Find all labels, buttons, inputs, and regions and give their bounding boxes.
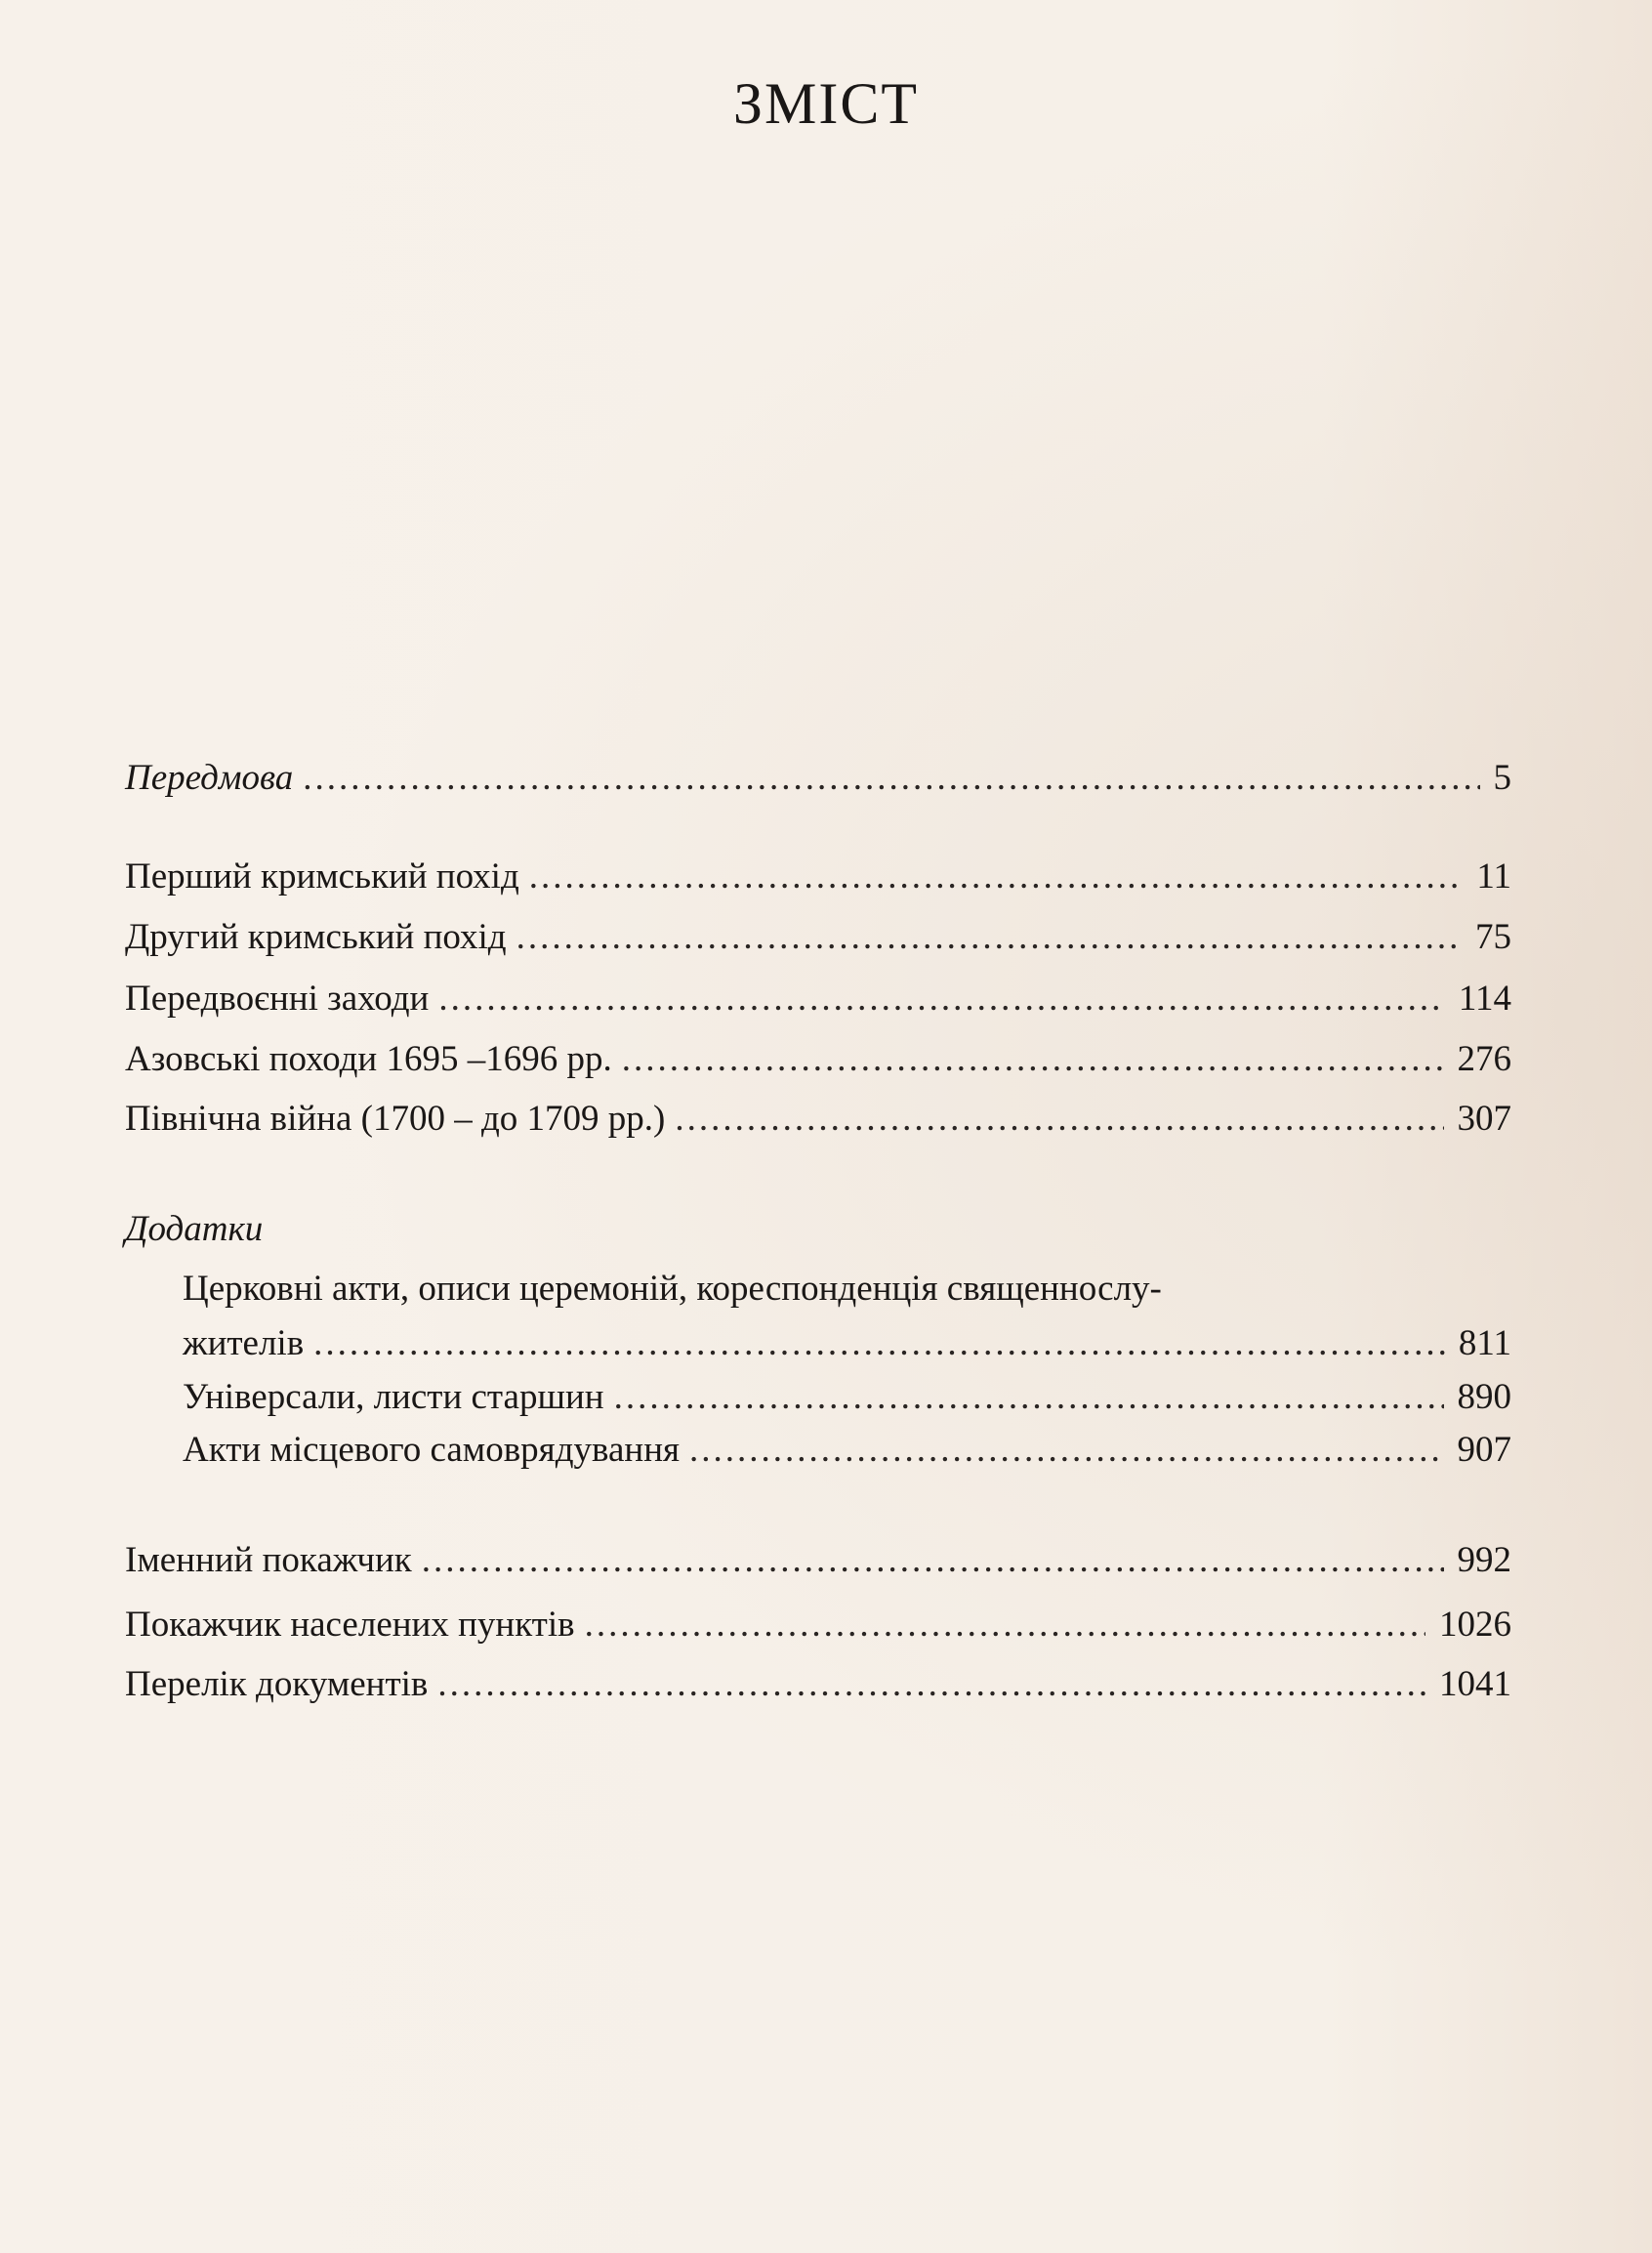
toc-entry-page: 276 [1457, 1039, 1511, 1079]
toc-entry-label: Перелік документів [125, 1664, 429, 1704]
toc-entry-label: Іменний покажчик [125, 1540, 412, 1580]
toc-entry-label: Акти місцевого самоврядування [183, 1430, 681, 1470]
leader-dots [614, 1375, 1444, 1420]
appendix-entry-line1: Церковні акти, описи церемоній, кореспонденція священнослу- [183, 1269, 1162, 1309]
toc-entry-label: Північна війна (1700 – до 1709 рр.) [125, 1099, 666, 1139]
toc-entry-page: 890 [1457, 1377, 1511, 1417]
appendix-entry [183, 1375, 1511, 1420]
toc-entry-label: Передмова [125, 758, 294, 798]
toc-entry [125, 1097, 1511, 1142]
toc-entry-label: Азовські походи 1695 –1696 рр. [125, 1039, 612, 1079]
toc-entry [125, 915, 1511, 960]
toc-entry-label: Другий кримський похід [125, 917, 507, 957]
toc-entry-label: жителів [183, 1323, 305, 1363]
toc-entry-label: Покажчик населених пунктів [125, 1605, 575, 1645]
toc-entry-page: 811 [1458, 1323, 1511, 1363]
leader-dots [622, 1037, 1444, 1082]
toc-entry-label: Перший кримський похід [125, 856, 519, 897]
toc-entry [125, 1538, 1511, 1583]
leader-dots [516, 915, 1462, 960]
toc-entry-preface [125, 756, 1511, 801]
toc-entry-label: Передвоєнні заходи [125, 979, 430, 1019]
leader-dots [303, 756, 1479, 801]
appendices-heading: Додатки [125, 1209, 264, 1249]
page-title: ЗМІСТ [732, 71, 920, 136]
toc-entry-page: 11 [1476, 856, 1511, 897]
appendix-entry [183, 1321, 1511, 1366]
leader-dots [438, 977, 1445, 1022]
toc-entry-page: 114 [1458, 979, 1511, 1019]
leader-dots [689, 1428, 1443, 1473]
toc-entry-page: 75 [1475, 917, 1511, 957]
toc-entry [125, 855, 1511, 899]
toc-entry-page: 1026 [1439, 1605, 1511, 1645]
leader-dots [313, 1321, 1445, 1366]
toc-entry [125, 977, 1511, 1022]
leader-dots [585, 1603, 1425, 1648]
toc-entry [125, 1037, 1511, 1082]
leader-dots [422, 1538, 1444, 1583]
toc-entry [125, 1662, 1511, 1707]
toc-entry-page: 992 [1457, 1540, 1511, 1580]
toc-entry-label: Універсали, листи старшин [183, 1377, 604, 1417]
leader-dots [675, 1097, 1443, 1142]
toc-entry-page: 907 [1457, 1430, 1511, 1470]
leader-dots [529, 855, 1464, 899]
leader-dots [437, 1662, 1425, 1707]
appendix-entry [183, 1428, 1511, 1473]
toc-entry [125, 1603, 1511, 1648]
toc-entry-page: 307 [1457, 1099, 1511, 1139]
toc-entry-page: 1041 [1439, 1664, 1511, 1704]
toc-entry-page: 5 [1493, 758, 1511, 798]
